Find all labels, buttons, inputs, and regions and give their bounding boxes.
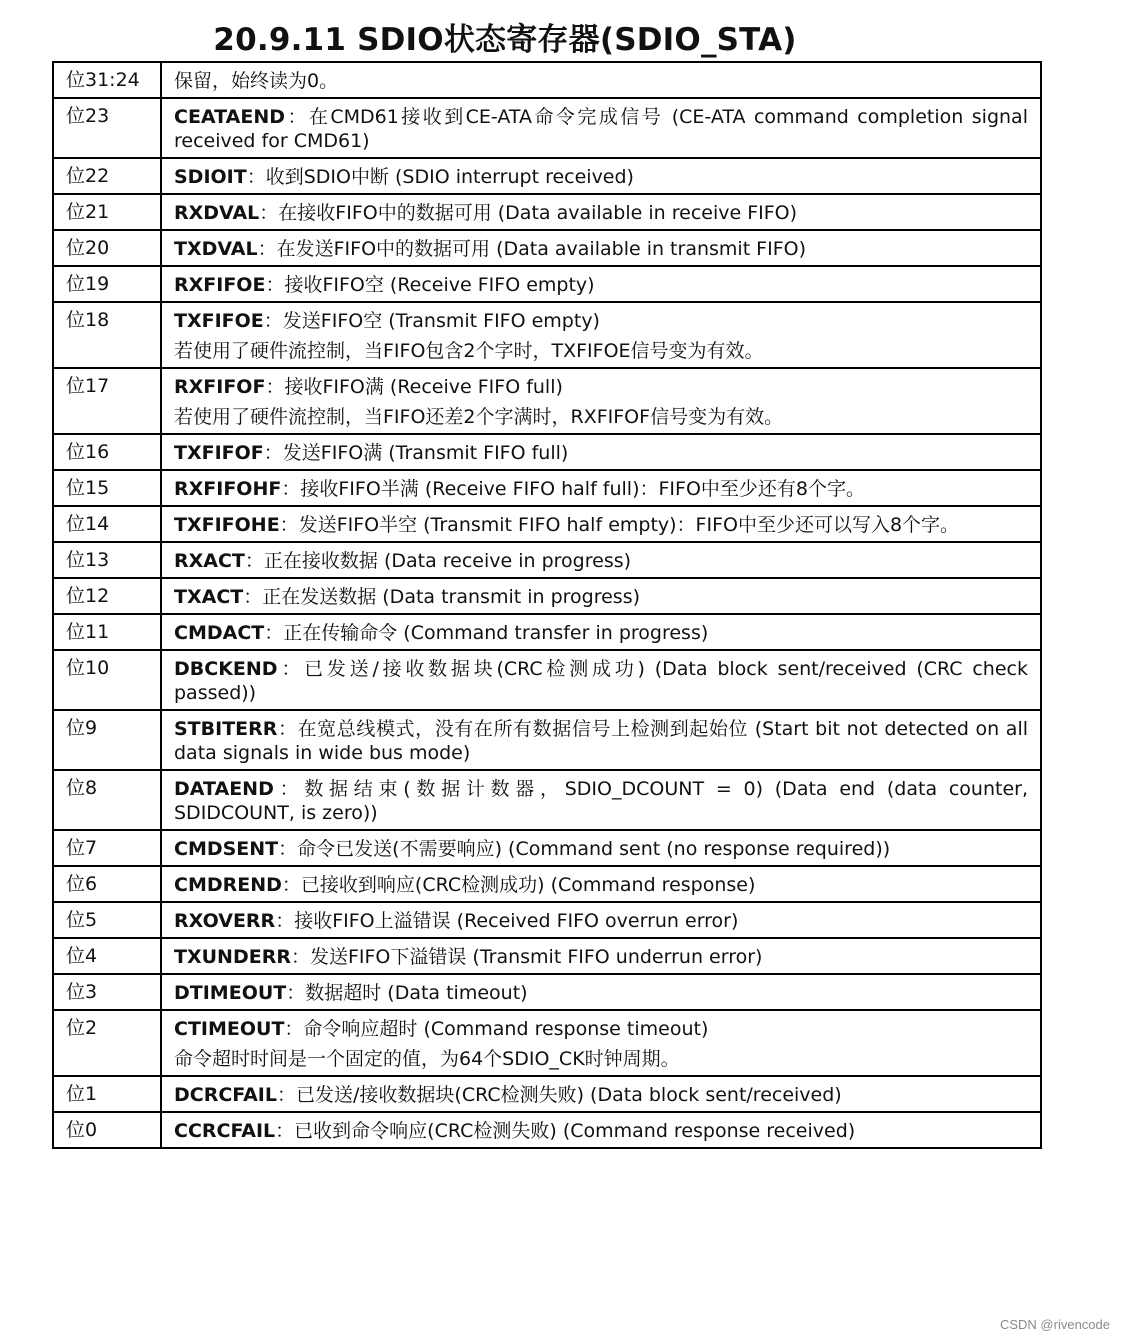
- table-row: [53, 266, 1041, 302]
- field-note: 若使用了硬件流控制，当FIFO还差2个字满时，RXFIFOF信号变为有效。: [174, 406, 784, 428]
- description-line: [174, 477, 1028, 501]
- table-row: [53, 230, 1041, 266]
- bit-description-cell: [161, 1112, 1041, 1148]
- field-description: 在宽总线模式，没有在所有数据信号上检测到起始位 (Start bit not detected on all data signals in wide bus mode): [174, 718, 1028, 764]
- table-row: [53, 1076, 1041, 1112]
- field-name: DTIMEOUT: [174, 982, 287, 1004]
- field-name: CMDACT: [174, 622, 265, 644]
- field-description: 正在接收数据 (Data receive in progress): [263, 550, 632, 572]
- table-row: [53, 98, 1041, 158]
- field-separator: ：: [259, 202, 279, 224]
- bit-position-cell: 位22: [53, 158, 161, 194]
- table-row: [53, 158, 1041, 194]
- bit-position-cell: 位1: [53, 1076, 161, 1112]
- field-description: 发送FIFO满 (Transmit FIFO full): [282, 442, 569, 464]
- field-name: TXFIFOHE: [174, 514, 280, 536]
- register-bit-table-body: [53, 62, 1041, 1148]
- field-name: SDIOIT: [174, 166, 247, 188]
- field-name: DATAEND: [174, 778, 274, 800]
- bit-position-cell: 位0: [53, 1112, 161, 1148]
- table-row: [53, 974, 1041, 1010]
- field-separator: ：: [276, 1084, 296, 1106]
- register-bit-table: [52, 61, 1042, 1149]
- field-description: 已接收到响应(CRC检测成功) (Command response): [300, 874, 756, 896]
- field-description: 接收FIFO满 (Receive FIFO full): [284, 376, 563, 398]
- bit-description-cell: [161, 470, 1041, 506]
- field-name: RXDVAL: [174, 202, 260, 224]
- bit-position-cell: 位10: [53, 650, 161, 710]
- field-name: DBCKEND: [174, 658, 278, 680]
- field-name: TXUNDERR: [174, 946, 291, 968]
- table-row: [53, 302, 1041, 368]
- field-separator: ：: [281, 478, 301, 500]
- bit-description-cell: [161, 902, 1041, 938]
- bit-position-cell: 位19: [53, 266, 161, 302]
- bit-position-cell: 位13: [53, 542, 161, 578]
- field-description: 已收到命令响应(CRC检测失败) (Command response received): [294, 1120, 856, 1142]
- field-description: 在CMD61接收到CE-ATA命令完成信号 (CE-ATA command completion signal received for CMD61): [174, 106, 1028, 152]
- bit-description-cell: [161, 266, 1041, 302]
- field-separator: ：: [278, 838, 298, 860]
- bit-description-cell: [161, 62, 1041, 98]
- table-row: [53, 1010, 1041, 1076]
- watermark: CSDN @rivencode: [999, 1317, 1110, 1332]
- description-line: [174, 309, 1028, 333]
- field-description: 命令已发送(不需要响应) (Command sent (no response required)): [297, 838, 891, 860]
- bit-description-cell: [161, 614, 1041, 650]
- description-line: [174, 945, 1028, 969]
- field-note: 命令超时时间是一个固定的值，为64个SDIO_CK时钟周期。: [174, 1048, 680, 1070]
- description-line: [174, 513, 1028, 537]
- page-title: 20.9.11 SDIO状态寄存器(SDIO_STA): [213, 22, 797, 58]
- table-row: [53, 1112, 1041, 1148]
- table-row: [53, 830, 1041, 866]
- table-row: [53, 614, 1041, 650]
- description-line: [174, 441, 1028, 465]
- bit-position-cell: 位3: [53, 974, 161, 1010]
- bit-description-cell: [161, 98, 1041, 158]
- field-description: 在接收FIFO中的数据可用 (Data available in receive FIFO): [278, 202, 798, 224]
- bit-description-cell: [161, 194, 1041, 230]
- field-separator: ：: [284, 1018, 304, 1040]
- description-line: [174, 621, 1028, 645]
- bit-position-cell: 位12: [53, 578, 161, 614]
- description-line: [174, 1017, 1028, 1041]
- bit-description-cell: [161, 938, 1041, 974]
- bit-description-cell: [161, 302, 1041, 368]
- field-description: 发送FIFO半空 (Transmit FIFO half empty)：FIFO中至少还可以写入8个字。: [298, 514, 960, 536]
- bit-position-cell: 位21: [53, 194, 161, 230]
- field-name: RXACT: [174, 550, 245, 572]
- bit-position-cell: 位8: [53, 770, 161, 830]
- field-description: 接收FIFO空 (Receive FIFO empty): [284, 274, 595, 296]
- description-line: [174, 1083, 1028, 1107]
- field-separator: ：: [265, 274, 285, 296]
- field-description: 已发送/接收数据块(CRC检测成功) (Data block sent/received (CRC check passed)): [174, 658, 1028, 704]
- table-row: [53, 902, 1041, 938]
- bit-description-cell: [161, 1076, 1041, 1112]
- field-name: TXFIFOE: [174, 310, 264, 332]
- field-separator: ：: [273, 778, 305, 800]
- field-name: RXFIFOE: [174, 274, 266, 296]
- field-description: 在发送FIFO中的数据可用 (Data available in transmit FIFO): [276, 238, 807, 260]
- description-line: [174, 165, 1028, 189]
- bit-position-cell: 位17: [53, 368, 161, 434]
- bit-description-cell: [161, 158, 1041, 194]
- description-line: [174, 273, 1028, 297]
- table-row: [53, 578, 1041, 614]
- bit-position-cell: 位2: [53, 1010, 161, 1076]
- field-description: 收到SDIO中断 (SDIO interrupt received): [265, 166, 634, 188]
- field-note: 若使用了硬件流控制，当FIFO包含2个字时，TXFIFOE信号变为有效。: [174, 340, 764, 362]
- field-separator: ：: [279, 514, 299, 536]
- description-line: [174, 585, 1028, 609]
- field-separator: ：: [285, 106, 309, 128]
- field-name: CTIMEOUT: [174, 1018, 285, 1040]
- bit-position-cell: 位15: [53, 470, 161, 506]
- field-description: 发送FIFO下溢错误 (Transmit FIFO underrun error): [309, 946, 763, 968]
- field-separator: ：: [277, 718, 298, 740]
- description-line: [174, 549, 1028, 573]
- description-line: [174, 873, 1028, 897]
- bit-position-cell: 位5: [53, 902, 161, 938]
- description-line: [174, 201, 1028, 225]
- field-separator: ：: [244, 550, 264, 572]
- bit-position-cell: 位16: [53, 434, 161, 470]
- field-description: 数据超时 (Data timeout): [305, 982, 528, 1004]
- field-separator: ：: [275, 910, 295, 932]
- field-separator: ：: [265, 376, 285, 398]
- field-separator: ：: [275, 1120, 295, 1142]
- field-name: CMDREND: [174, 874, 282, 896]
- description-line: [174, 777, 1028, 825]
- description-line: [174, 375, 1028, 399]
- field-name: TXFIFOF: [174, 442, 264, 464]
- table-row: [53, 866, 1041, 902]
- field-description: 发送FIFO空 (Transmit FIFO empty): [282, 310, 600, 332]
- field-description: 数据结束(数据计数器，SDIO_DCOUNT = 0) (Data end (data counter, SDIDCOUNT, is zero)): [174, 778, 1028, 824]
- field-name: RXOVERR: [174, 910, 276, 932]
- bit-position-cell: 位4: [53, 938, 161, 974]
- description-line: [174, 237, 1028, 261]
- field-separator: ：: [277, 658, 305, 680]
- bit-position-cell: 位20: [53, 230, 161, 266]
- field-description: 命令响应超时 (Command response timeout): [303, 1018, 709, 1040]
- bit-description-cell: [161, 866, 1041, 902]
- table-row: [53, 62, 1041, 98]
- field-name: DCRCFAIL: [174, 1084, 277, 1106]
- bit-description-cell: [161, 542, 1041, 578]
- field-separator: ：: [264, 622, 284, 644]
- field-separator: ：: [286, 982, 306, 1004]
- description-line: [174, 1119, 1028, 1143]
- field-description: 保留，始终读为0。: [174, 70, 339, 92]
- bit-position-cell: 位11: [53, 614, 161, 650]
- table-row: [53, 194, 1041, 230]
- field-description: 正在发送数据 (Data transmit in progress): [262, 586, 641, 608]
- bit-description-cell: [161, 974, 1041, 1010]
- bit-description-cell: [161, 770, 1041, 830]
- bit-position-cell: 位23: [53, 98, 161, 158]
- table-row: [53, 710, 1041, 770]
- description-line: [174, 105, 1028, 153]
- description-line: [174, 657, 1028, 705]
- field-separator: ：: [263, 310, 283, 332]
- table-row: [53, 470, 1041, 506]
- field-description: 正在传输命令 (Command transfer in progress): [283, 622, 709, 644]
- bit-description-cell: [161, 710, 1041, 770]
- table-row: [53, 542, 1041, 578]
- bit-description-cell: [161, 434, 1041, 470]
- field-name: CCRCFAIL: [174, 1120, 276, 1142]
- field-name: TXDVAL: [174, 238, 258, 260]
- bit-position-cell: 位9: [53, 710, 161, 770]
- field-name: RXFIFOHF: [174, 478, 282, 500]
- description-line: [174, 717, 1028, 765]
- description-line: [174, 837, 1028, 861]
- field-name: CMDSENT: [174, 838, 279, 860]
- table-row: [53, 938, 1041, 974]
- field-description: 接收FIFO上溢错误 (Received FIFO overrun error): [294, 910, 739, 932]
- field-separator: ：: [290, 946, 310, 968]
- bit-description-cell: [161, 368, 1041, 434]
- field-description: 接收FIFO半满 (Receive FIFO half full)：FIFO中至少还有8个字。: [300, 478, 866, 500]
- bit-description-cell: [161, 1010, 1041, 1076]
- bit-description-cell: [161, 650, 1041, 710]
- bit-position-cell: 位6: [53, 866, 161, 902]
- field-name: CEATAEND: [174, 106, 285, 128]
- table-row: [53, 434, 1041, 470]
- description-line: [174, 981, 1028, 1005]
- table-row: [53, 506, 1041, 542]
- bit-position-cell: 位14: [53, 506, 161, 542]
- table-row: [53, 770, 1041, 830]
- bit-position-cell: 位7: [53, 830, 161, 866]
- field-name: TXACT: [174, 586, 244, 608]
- bit-description-cell: [161, 506, 1041, 542]
- field-separator: ：: [246, 166, 266, 188]
- bit-position-cell: 位18: [53, 302, 161, 368]
- field-separator: ：: [257, 238, 277, 260]
- field-name: RXFIFOF: [174, 376, 266, 398]
- table-row: [53, 650, 1041, 710]
- bit-description-cell: [161, 830, 1041, 866]
- bit-description-cell: [161, 578, 1041, 614]
- field-name: STBITERR: [174, 718, 278, 740]
- bit-position-cell: 位31:24: [53, 62, 161, 98]
- field-separator: ：: [243, 586, 263, 608]
- table-row: [53, 368, 1041, 434]
- field-separator: ：: [281, 874, 301, 896]
- description-line: [174, 909, 1028, 933]
- field-description: 已发送/接收数据块(CRC检测失败) (Data block sent/received): [296, 1084, 842, 1106]
- field-separator: ：: [263, 442, 283, 464]
- bit-description-cell: [161, 230, 1041, 266]
- description-line: [174, 69, 1028, 93]
